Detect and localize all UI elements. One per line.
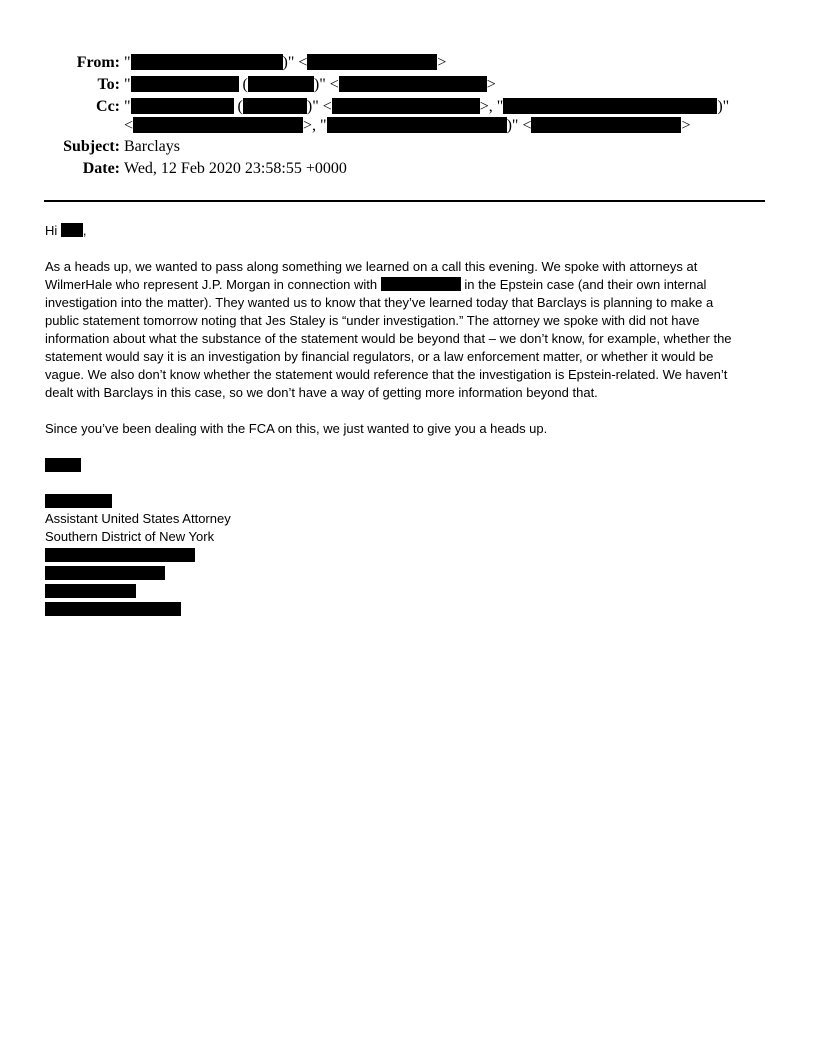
subject-row [0, 137, 816, 157]
redaction [307, 54, 437, 70]
date-row [0, 159, 816, 179]
text-line [45, 276, 775, 294]
redaction [243, 98, 307, 114]
cc-row [0, 97, 816, 117]
redaction [61, 223, 83, 237]
greeting [45, 222, 775, 240]
greeting-prefix: Hi [45, 223, 61, 238]
redaction [45, 566, 165, 580]
signature-title: Assistant United States Attorney [45, 511, 231, 526]
redaction [133, 117, 303, 133]
redaction [339, 76, 487, 92]
text-line: investigation into the matter). They wanted us to know that they’ve learned today that Barclays is planning to make a [45, 295, 714, 310]
cc-label: Cc: [96, 98, 120, 115]
date-label: Date: [82, 160, 120, 177]
text-line: As a heads up, we wanted to pass along something we learned on a call this evening. We spoke with attorneys at [45, 259, 698, 274]
date-value: Wed, 12 Feb 2020 23:58:55 +0000 [124, 160, 347, 177]
redaction [45, 458, 81, 472]
subject-value: Barclays [124, 138, 180, 155]
to-row [0, 75, 816, 95]
redaction [503, 98, 717, 114]
signature-office: Southern District of New York [45, 529, 215, 544]
redaction [131, 54, 283, 70]
text-line: public statement tomorrow noting that Jes Staley is “under investigation.” The attorney we spoke with did not have [45, 313, 700, 328]
cc-value-continued: < >, " )" < > [124, 117, 691, 134]
cc-row-continued [0, 116, 816, 136]
redaction [45, 548, 195, 562]
from-row [0, 53, 816, 73]
greeting-suffix: , [82, 223, 87, 238]
redaction [531, 117, 681, 133]
redaction [131, 98, 234, 114]
redaction [45, 494, 112, 508]
to-value: " ( )" < > [124, 76, 496, 93]
redaction [131, 76, 239, 92]
from-value: " )" < > [124, 54, 447, 71]
redaction [327, 117, 507, 133]
text-line: dealt with Barclays in this case, so we don’t have a way of getting more information beyond that. [45, 385, 598, 400]
from-label: From: [76, 54, 120, 71]
header-divider [44, 200, 765, 202]
redaction [332, 98, 480, 114]
paragraph-2: Since you’ve been dealing with the FCA on this, we just wanted to give you a heads up. [45, 421, 548, 436]
redaction [45, 602, 181, 616]
redaction [248, 76, 314, 92]
text-line: information about what the substance of the statement would be beyond that – we don’t know, for example, whether the [45, 331, 732, 346]
redaction [45, 584, 136, 598]
text-segment: in the Epstein case (and their own internal [460, 277, 707, 292]
subject-label: Subject: [63, 138, 120, 155]
paragraph-1 [45, 258, 775, 402]
to-label: To: [97, 76, 120, 93]
cc-value: " ( )" < >, " )" [124, 98, 730, 115]
redaction [381, 277, 461, 291]
text-line: statement would say it is an investigation by financial regulators, or a law enforcement matter, or whether it would be [45, 349, 714, 364]
text-line: vague. We also don’t know whether the statement would reference that the investigation is Epstein-related. We haven’t [45, 367, 728, 382]
text-segment: WilmerHale who represent J.P. Morgan in connection with [45, 277, 381, 292]
